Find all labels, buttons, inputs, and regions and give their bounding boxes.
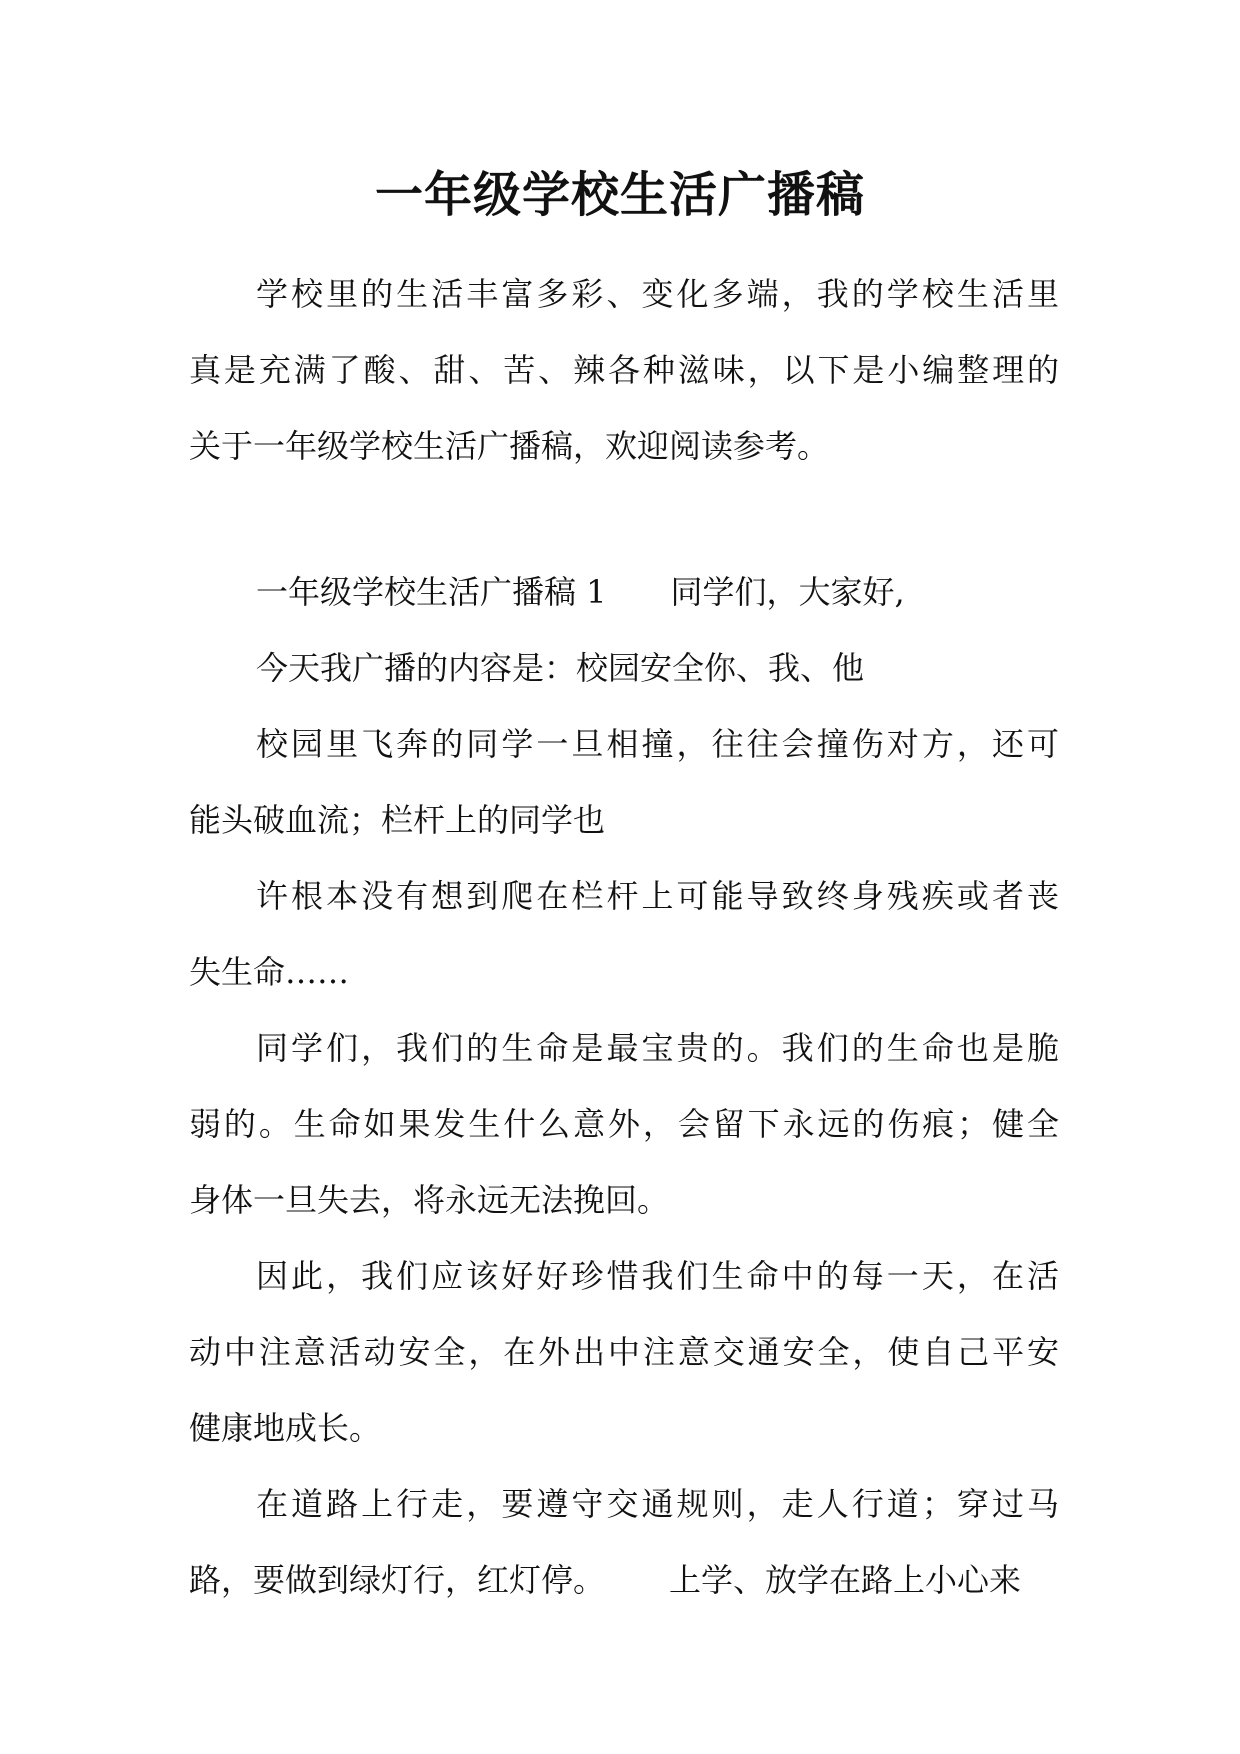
body-line: 健康地成长。 (189, 1409, 382, 1447)
body-line: 今天我广播的内容是：校园安全你、我、他 (256, 649, 865, 687)
body-line: 同学们，我们的生命是最宝贵的。我们的生命也是脆 (256, 1029, 1059, 1067)
body-line: 动中注意活动安全，在外出中注意交通安全，使自己平安 (189, 1333, 1059, 1371)
intro-line: 真是充满了酸、甜、苦、辣各种滋味，以下是小编整理的 (189, 351, 1059, 389)
body-line: 校园里飞奔的同学一旦相撞，往往会撞伤对方，还可 (256, 725, 1059, 763)
body-text: 上学、放学在路上小心来 (669, 1561, 1022, 1599)
body-line: 在道路上行走，要遵守交通规则，走人行道；穿过马 (256, 1485, 1059, 1523)
section-heading: 一年级学校生活广播稿 1 (256, 573, 607, 611)
body-line: 能头破血流；栏杆上的同学也 (189, 801, 606, 839)
body-line: 弱的。生命如果发生什么意外，会留下永远的伤痕；健全 (189, 1105, 1059, 1143)
section-heading-line (256, 568, 1059, 616)
body-line (189, 1556, 1059, 1604)
body-line: 身体一旦失去，将永远无法挽回。 (189, 1181, 670, 1219)
body-line: 因此，我们应该好好珍惜我们生命中的每一天，在活 (256, 1257, 1059, 1295)
intro-line: 学校里的生活丰富多彩、变化多端，我的学校生活里 (256, 275, 1059, 313)
body-line: 许根本没有想到爬在栏杆上可能导致终身残疾或者丧 (256, 877, 1059, 915)
body-line: 失生命…… (189, 953, 350, 991)
greeting: 同学们，大家好, (670, 573, 905, 611)
intro-line: 关于一年级学校生活广播稿，欢迎阅读参考。 (189, 427, 830, 465)
body-text: 路，要做到绿灯行，红灯停。 (189, 1561, 606, 1599)
document-title: 一年级学校生活广播稿 (374, 167, 865, 223)
